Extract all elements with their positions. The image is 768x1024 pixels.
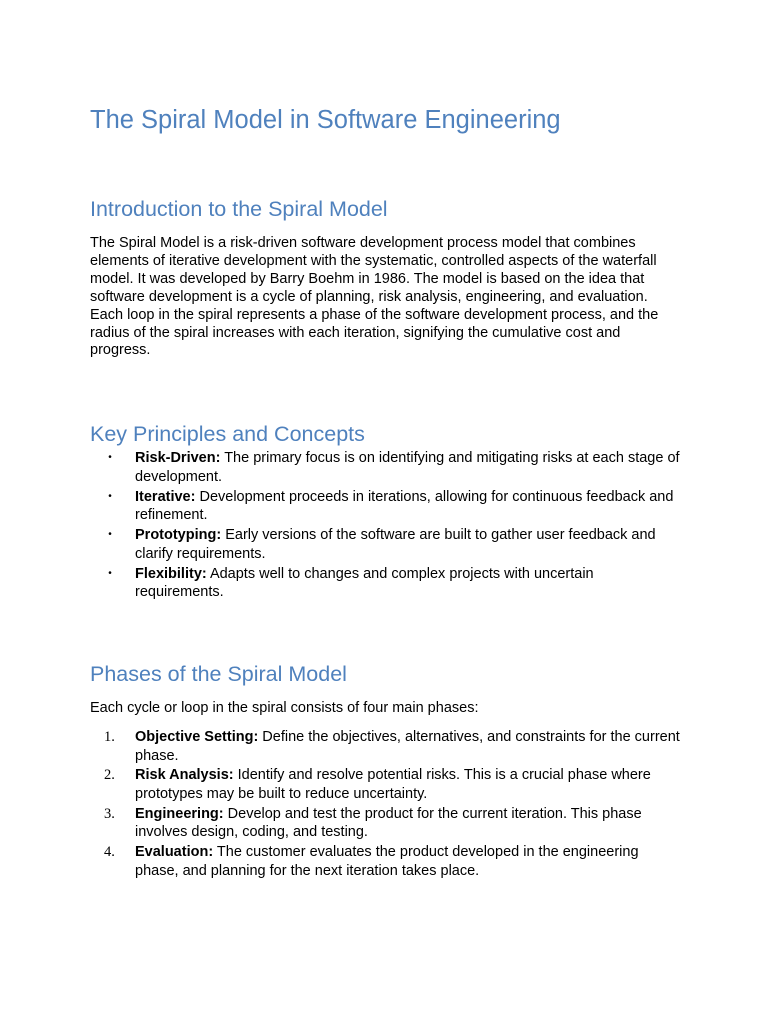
list-item bbox=[0, 488, 683, 525]
phase-text: Develop and test the product for the current iteration. This phase involves design, coding, and testing. bbox=[135, 805, 642, 841]
principle-text: Early versions of the software are built to gather user feedback and clarify requirements. bbox=[135, 527, 656, 562]
principles-heading: Key Principles and Concepts bbox=[90, 422, 365, 446]
list-number: 2. bbox=[104, 767, 115, 784]
document-title: The Spiral Model in Software Engineering bbox=[90, 106, 561, 134]
list-number: 4. bbox=[104, 844, 115, 861]
bullet-icon: • bbox=[108, 452, 112, 463]
phases-intro: Each cycle or loop in the spiral consists of four main phases: bbox=[90, 700, 479, 716]
principle-text: The primary focus is on identifying and mitigating risks at each stage of development. bbox=[135, 450, 680, 485]
list-item bbox=[0, 728, 683, 765]
principles-list bbox=[0, 449, 768, 603]
phase-text: The customer evaluates the product developed in the engineering phase, and planning for the next iteration takes place. bbox=[135, 844, 639, 879]
intro-heading: Introduction to the Spiral Model bbox=[90, 197, 388, 221]
phase-text: Define the objectives, alternatives, and constraints for the current phase. bbox=[135, 729, 680, 764]
principle-term: Iterative: bbox=[135, 488, 196, 505]
phase-term: Evaluation: bbox=[135, 844, 214, 861]
phase-term: Risk Analysis: bbox=[135, 767, 234, 784]
bullet-icon: • bbox=[108, 529, 112, 540]
principle-text: Development proceeds in iterations, allowing for continuous feedback and refinement. bbox=[135, 488, 674, 523]
intro-paragraph: The Spiral Model is a risk-driven software development process model that combines elements of iterative development with the systematic, controlled aspects of the waterfall model. It was developed by Barry Boehm in 1986. The model is based on the idea that software development is a cycle of planning, risk analysis, engineering, and evaluation. Each loop in the spiral represents a phase of the software development process, and the radius of the spiral increases with each iteration, signifying the cumulative cost and progress. bbox=[90, 235, 659, 359]
list-item bbox=[0, 843, 683, 880]
principle-term: Risk-Driven: bbox=[135, 450, 221, 466]
principle-term: Flexibility: bbox=[135, 565, 207, 582]
phase-term: Objective Setting: bbox=[135, 729, 259, 745]
bullet-icon: • bbox=[108, 567, 112, 579]
list-item bbox=[0, 565, 683, 602]
phase-text: Identify and resolve potential risks. This is a crucial phase where prototypes may be built to reduce uncertainty. bbox=[135, 767, 651, 802]
principle-text: Adapts well to changes and complex projects with uncertain requirements. bbox=[135, 565, 594, 600]
list-item bbox=[0, 766, 683, 803]
phases-list bbox=[0, 728, 768, 882]
list-item bbox=[0, 805, 683, 842]
bullet-icon: • bbox=[108, 490, 112, 502]
list-number: 1. bbox=[104, 729, 115, 745]
list-item bbox=[0, 449, 683, 486]
list-item bbox=[0, 526, 683, 563]
list-number: 3. bbox=[104, 805, 115, 822]
principle-term: Prototyping: bbox=[135, 527, 222, 543]
phase-term: Engineering: bbox=[135, 805, 224, 822]
phases-heading: Phases of the Spiral Model bbox=[90, 662, 347, 686]
